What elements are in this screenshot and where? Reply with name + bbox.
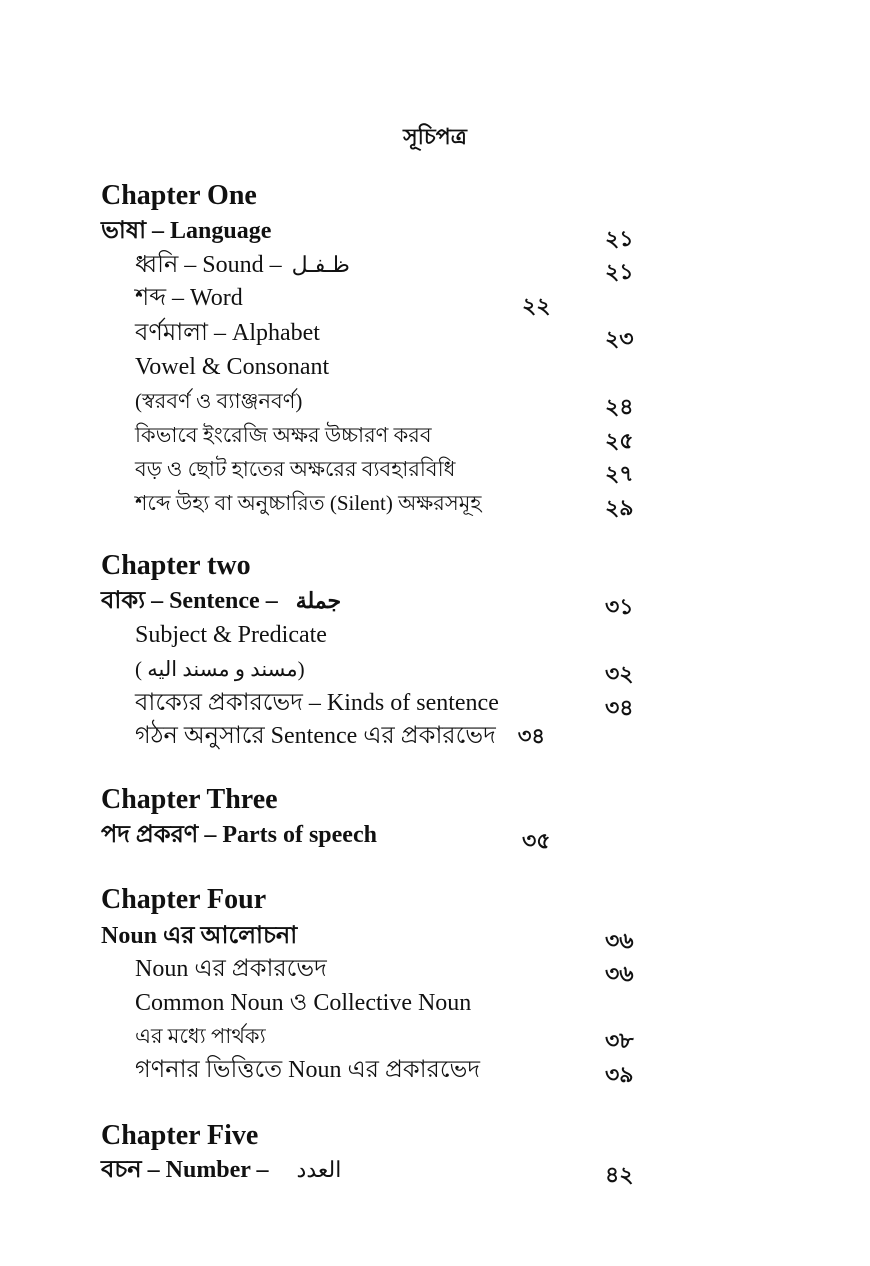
page-number: ৩২ (605, 661, 634, 686)
chapter-title: Chapter Four (101, 884, 267, 915)
page-number: ২৫ (605, 428, 634, 453)
toc-entry: কিভাবে ইংরেজি অক্ষর উচ্চারণ করব (135, 423, 432, 447)
toc-entry: ( مسند و مسند اليه) (135, 657, 305, 681)
toc-entry: Common Noun ও Collective Noun (135, 990, 472, 1016)
page-number: ৩৬ (605, 928, 634, 953)
toc-entry: শব্দ – Word (135, 285, 243, 311)
toc-entry: শব্দে উহ্য বা অনুচ্চারিত (Silent) অক্ষরসমূহ (135, 491, 482, 515)
toc-entry: এর মধ্যে পার্থক্য (135, 1024, 266, 1048)
toc-entry: Noun এর প্রকারভেদ (135, 956, 327, 982)
page-number: ৩৯ (605, 1062, 634, 1087)
chapter-title: Chapter Five (101, 1120, 259, 1151)
toc-entry: গঠন অনুসারে Sentence এর প্রকারভেদ ৩৪ (135, 723, 546, 749)
toc-entry: বাক্যের প্রকারভেদ – Kinds of sentence (135, 690, 499, 716)
page-number: ৩৪ (517, 724, 546, 748)
chapter-title: Chapter Three (101, 784, 278, 815)
toc-entry: গণনার ভিত্তিতে Noun এর প্রকারভেদ (135, 1057, 480, 1083)
page-number: ২১ (605, 259, 634, 284)
toc-entry: বাক্য – Sentence – جملة (101, 588, 342, 614)
toc-entry: পদ প্রকরণ – Parts of speech (101, 822, 377, 848)
page-number: ৩৪ (605, 695, 634, 720)
page-number: ২২ (522, 293, 551, 318)
page-number: ৪২ (605, 1162, 634, 1187)
page-number: ২১ (605, 226, 634, 251)
page-number: ২৩ (605, 326, 634, 351)
page-number: ৩৮ (605, 1028, 634, 1053)
toc-entry: ধ্বনি – Sound – ظـفـل (135, 252, 350, 278)
toc-entry: Vowel & Consonant (135, 354, 330, 380)
toc-entry: Noun এর আলোচনা (101, 923, 298, 949)
page-number: ৩৬ (605, 961, 634, 986)
toc-entry: Subject & Predicate (135, 622, 327, 648)
page-number: ৩১ (605, 594, 634, 619)
toc-entry: বচন – Number – العدد (101, 1157, 342, 1183)
toc-entry: ভাষা – Language (101, 218, 272, 244)
chapter-title: Chapter One (101, 180, 257, 211)
page-number: ৩৫ (522, 828, 551, 853)
page-number: ২৭ (605, 461, 634, 486)
chapter-title: Chapter two (101, 550, 251, 581)
page-number: ২৯ (605, 495, 634, 520)
toc-entry: বড় ও ছোট হাতের অক্ষরের ব্যবহারবিধি (135, 457, 456, 481)
toc-entry: বর্ণমালা – Alphabet (135, 320, 320, 346)
page-number: ২৪ (605, 394, 634, 419)
page-title: সূচিপত্র (403, 124, 467, 149)
toc-entry: (স্বরবর্ণ ও ব্যাঞ্জনবর্ণ) (135, 389, 303, 413)
